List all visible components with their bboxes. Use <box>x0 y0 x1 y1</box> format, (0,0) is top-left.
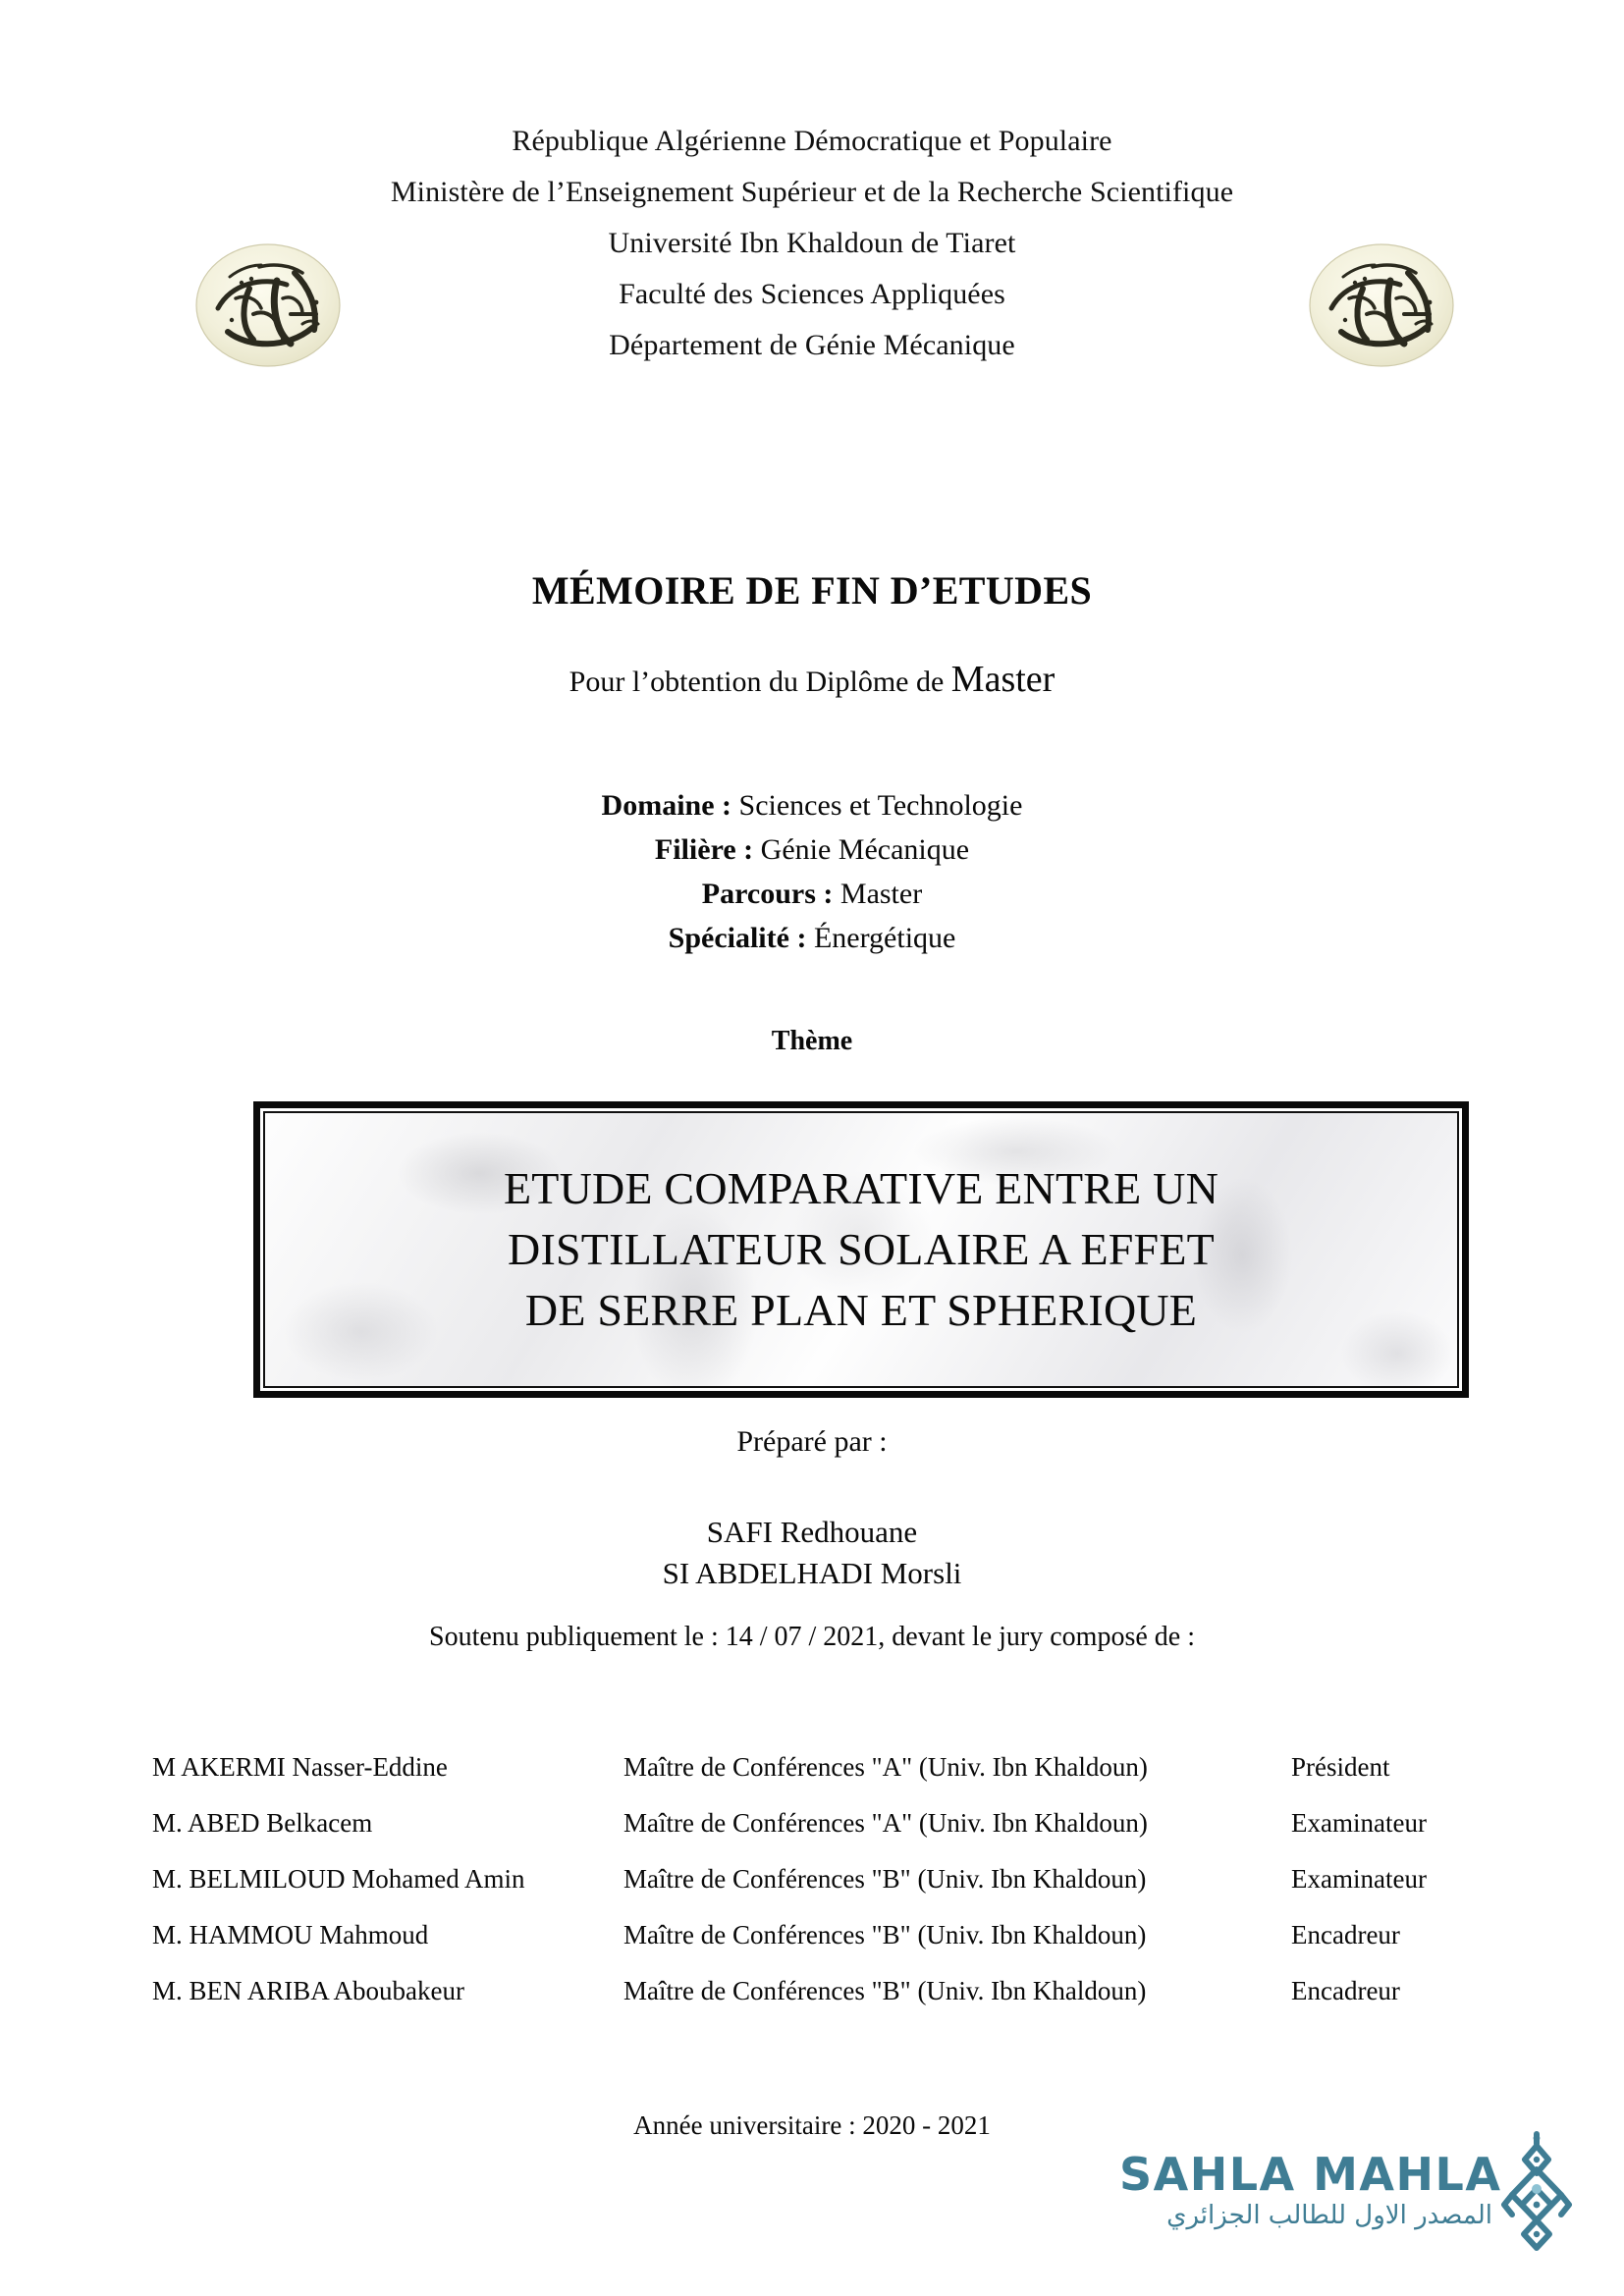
thesis-title-line-1: ETUDE COMPARATIVE ENTRE UN <box>504 1163 1218 1213</box>
program-row-filiere <box>0 828 1624 872</box>
jury-member-grade: Maître de Conférences "B" (Univ. Ibn Khaldoun) <box>623 1976 1147 2005</box>
program-label-specialite: Spécialité : <box>668 922 807 954</box>
program-label-parcours: Parcours : <box>701 878 834 910</box>
jury-member-name: M. HAMMOU Mahmoud <box>152 1920 429 1949</box>
prepared-by-label: Préparé par : <box>736 1425 888 1458</box>
program-value-parcours: Master <box>839 878 923 910</box>
sahla-mahla-wordmark: SAHLA MAHLA <box>1119 2148 1502 2201</box>
program-details <box>0 783 1624 960</box>
theme-label: Thème <box>771 1026 853 1056</box>
jury-member-name: M AKERMI Nasser-Eddine <box>152 1752 448 1782</box>
academic-year: Année universitaire : 2020 - 2021 <box>633 2110 991 2140</box>
thesis-title-box <box>253 1101 1469 1398</box>
jury-member-name: M. ABED Belkacem <box>152 1808 373 1838</box>
jury-row <box>152 1864 1488 1920</box>
jury-row <box>152 1976 1488 2032</box>
program-label-domaine: Domaine : <box>601 789 732 822</box>
jury-member-name: M. BELMILOUD Mohamed Amin <box>152 1864 525 1894</box>
program-row-domaine <box>0 783 1624 828</box>
university-logo-left <box>192 238 344 373</box>
header-line-department: Département de Génie Mécanique <box>609 329 1015 361</box>
header-line-ministry: Ministère de l’Enseignement Supérieur et de la Recherche Scientifique <box>390 176 1234 208</box>
sahla-mahla-watermark <box>1119 2130 1571 2258</box>
author-name-1: SAFI Redhouane <box>706 1515 918 1549</box>
memoire-title: MÉMOIRE DE FIN D’ETUDES <box>531 568 1093 613</box>
jury-member-grade: Maître de Conférences "A" (Univ. Ibn Khaldoun) <box>623 1808 1148 1838</box>
jury-member-role: Examinateur <box>1291 1864 1427 1894</box>
header-line-faculty: Faculté des Sciences Appliquées <box>619 278 1005 310</box>
jury-member-role: Encadreur <box>1291 1976 1400 2005</box>
sahla-mahla-tagline: المصدر الاول للطالب الجزائري <box>1166 2201 1492 2230</box>
defense-statement: Soutenu publiquement le : 14 / 07 / 2021, devant le jury composé de : <box>429 1622 1195 1652</box>
degree-subtitle <box>0 658 1624 701</box>
jury-table <box>152 1752 1488 2032</box>
program-label-filiere: Filière : <box>654 833 754 866</box>
thesis-title-line-2: DISTILLATEUR SOLAIRE A EFFET <box>508 1224 1215 1274</box>
author-name-2: SI ABDELHADI Morsli <box>662 1556 962 1590</box>
jury-member-role: Encadreur <box>1291 1920 1400 1949</box>
program-value-domaine: Sciences et Technologie <box>738 789 1023 822</box>
jury-member-grade: Maître de Conférences "B" (Univ. Ibn Khaldoun) <box>623 1920 1147 1949</box>
jury-member-role: Examinateur <box>1291 1808 1427 1838</box>
thesis-title-line-3: DE SERRE PLAN ET SPHERIQUE <box>524 1285 1198 1335</box>
header-line-university: Université Ibn Khaldoun de Tiaret <box>608 227 1016 259</box>
jury-row <box>152 1752 1488 1808</box>
jury-member-grade: Maître de Conférences "B" (Univ. Ibn Khaldoun) <box>623 1864 1147 1894</box>
program-row-specialite <box>0 916 1624 960</box>
jury-member-role: Président <box>1291 1752 1390 1782</box>
program-value-filiere: Génie Mécanique <box>760 833 970 866</box>
program-value-specialite: Énergétique <box>813 922 956 954</box>
university-logo-right <box>1306 238 1457 373</box>
jury-member-grade: Maître de Conférences "A" (Univ. Ibn Khaldoun) <box>623 1752 1148 1782</box>
header-line-republic: République Algérienne Démocratique et Populaire <box>512 125 1112 157</box>
jury-member-name: M. BEN ARIBA Aboubakeur <box>152 1976 465 2005</box>
author-list <box>0 1512 1624 1594</box>
thesis-title-box-inner <box>263 1111 1459 1388</box>
sahla-mahla-diamond-icon <box>1500 2130 1573 2254</box>
jury-row <box>152 1808 1488 1864</box>
degree-subtitle-prefix: Pour l’obtention du Diplôme de <box>568 666 951 698</box>
degree-name: Master <box>950 659 1056 700</box>
jury-row <box>152 1920 1488 1976</box>
program-row-parcours <box>0 872 1624 916</box>
